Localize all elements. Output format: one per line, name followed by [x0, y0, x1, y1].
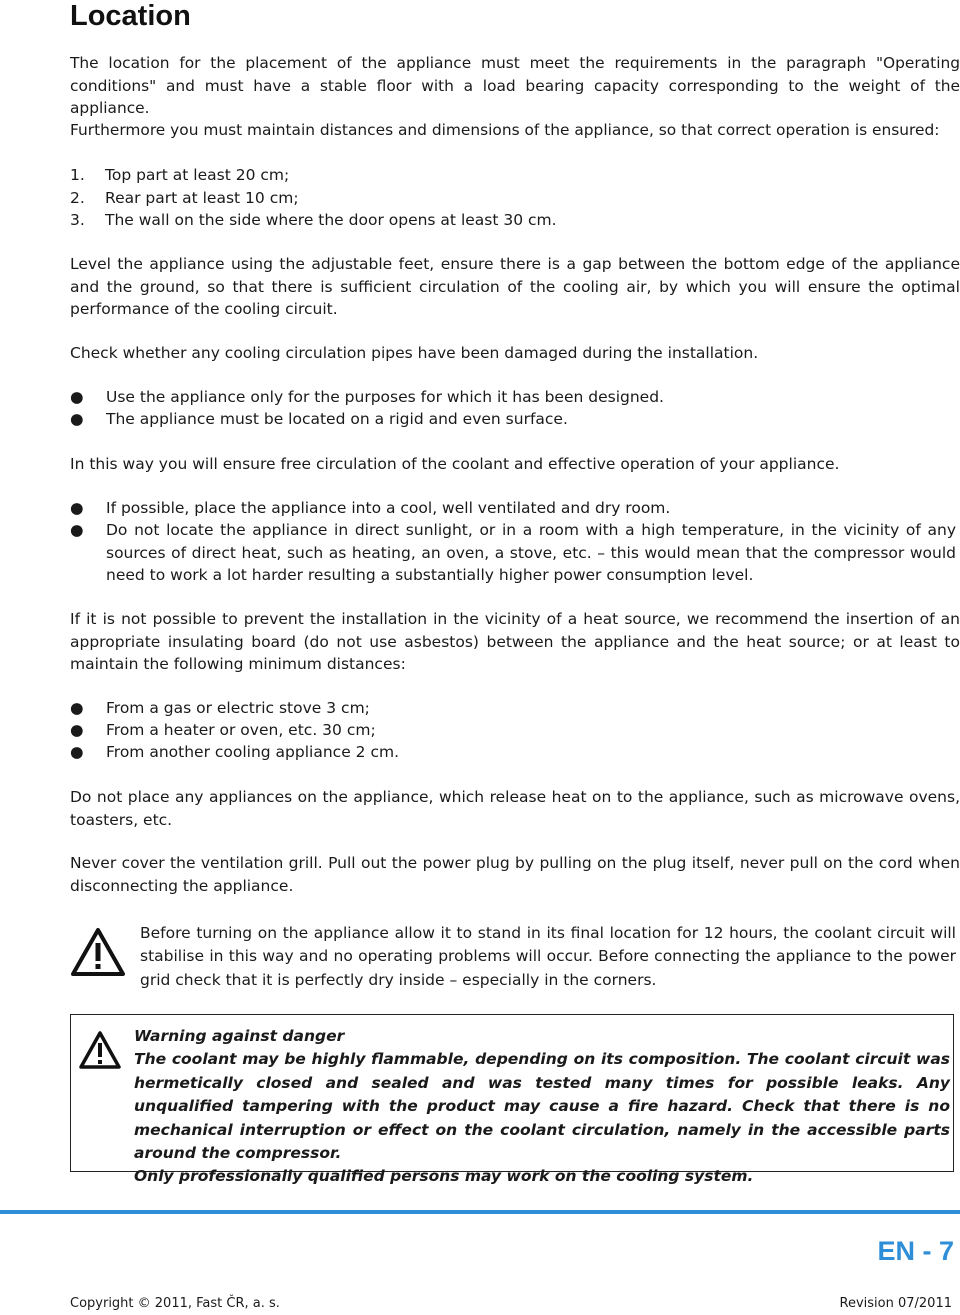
check-paragraph: Check whether any cooling circulation pipes have been damaged during the installation. — [70, 344, 759, 362]
place-paragraph: Do not place any appliances on the appliance, which release heat on to the appliance, such as microwave ovens, toasters, etc. — [70, 788, 960, 829]
warning-text — [134, 1025, 950, 1189]
bullet-icon: ● — [70, 410, 84, 428]
list-item: ● If possible, place the appliance into a cool, well ventilated and dry room. — [70, 497, 960, 520]
intro-paragraph-1: The location for the placement of the appliance must meet the requirements in the paragraph "Operating conditions" and must have a stable floor with a load bearing capacity corresponding to the weight of the appliance. — [70, 54, 960, 117]
list-item: ● From a heater or oven, etc. 30 cm; — [70, 719, 960, 742]
notice-paragraph: Before turning on the appliance allow it to stand in its final location for 12 hours, the coolant circuit will stabilise in this way and no operating problems will occur. Before connecting the appliance to the power grid check that it is perfectly dry inside – especially in the corners. — [140, 924, 956, 989]
way-paragraph: In this way you will ensure free circulation of the coolant and effective operation of your appliance. — [70, 455, 840, 473]
list-item: ● From another cooling appliance 2 cm. — [70, 741, 960, 764]
warning-body: The coolant may be highly flammable, depending on its composition. The coolant circuit was hermetically closed and sealed and was tested many times for possible leaks. Any unqualified tampering with the product may cause a fire hazard. Check that there is no mechanical interruption or effect on the coolant circulation, namely in the accessible parts around the compressor. — [134, 1050, 950, 1163]
warning-triangle-icon — [70, 927, 126, 977]
revision: Revision 07/2011 — [839, 1296, 952, 1311]
distance-item: 1. Top part at least 20 cm; — [70, 166, 290, 184]
heat-paragraph: If it is not possible to prevent the installation in the vicinity of a heat source, we recommend the insertion of an appropriate insulating board (do not use asbestos) between the appliance and the heat source; or at least to maintain the following minimum distances: — [70, 610, 960, 673]
page-number: EN - 7 — [877, 1236, 954, 1266]
list-item: ● The appliance must be located on a rigid and even surface. — [70, 408, 960, 431]
list-item: ● Do not locate the appliance in direct sunlight, or in a room with a high temperature, in the vicinity of any sources of direct heat, such as heating, an oven, a stove, etc. – this would mean that the compressor would need to work a lot harder resulting a substantially higher power consumption level. — [70, 521, 956, 584]
list-item: ● Use the appliance only for the purposes for which it has been designed. — [70, 386, 960, 409]
copyright: Copyright © 2011, Fast ČR, a. s. — [70, 1296, 280, 1311]
warning-last: Only professionally qualified persons may work on the cooling system. — [134, 1167, 754, 1186]
cover-paragraph: Never cover the ventilation grill. Pull out the power plug by pulling on the plug itself, never pull on the cord when disconnecting the appliance. — [70, 854, 960, 895]
footer-rule — [0, 1210, 960, 1214]
bullet-icon: ● — [70, 721, 84, 739]
warning-triangle-icon — [78, 1030, 122, 1070]
distance-item: 2. Rear part at least 10 cm; — [70, 189, 299, 207]
warning-heading: Warning against danger — [134, 1027, 345, 1045]
bullet-icon: ● — [70, 499, 84, 517]
bullet-icon: ● — [70, 521, 84, 539]
bullet-icon: ● — [70, 388, 84, 406]
bullet-icon: ● — [70, 743, 84, 761]
page-title: Location — [70, 0, 191, 32]
distance-item: 3. The wall on the side where the door opens at least 30 cm. — [70, 211, 557, 229]
intro-paragraph-2: Furthermore you must maintain distances and dimensions of the appliance, so that correct operation is ensured: — [70, 121, 940, 139]
level-paragraph: Level the appliance using the adjustable feet, ensure there is a gap between the bottom edge of the appliance and the ground, so that there is sufficient circulation of the cooling air, by which you will ensure the optimal performance of the cooling circuit. — [70, 255, 960, 318]
bullet-icon: ● — [70, 699, 84, 717]
list-item: ● From a gas or electric stove 3 cm; — [70, 697, 960, 720]
